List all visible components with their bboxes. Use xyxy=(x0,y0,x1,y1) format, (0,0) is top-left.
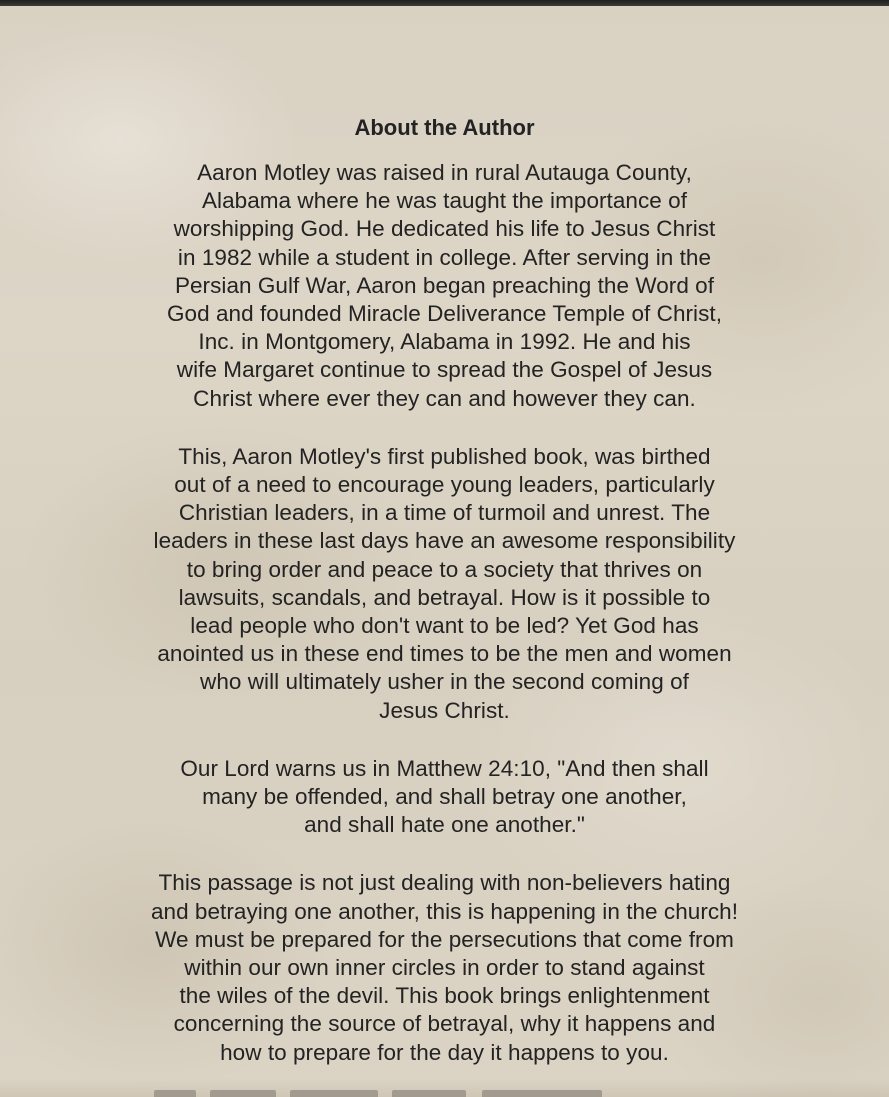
book-purpose-paragraph xyxy=(40,443,849,725)
text-line: lead people who don't want to be led? Yet God has xyxy=(190,613,699,639)
text-line: and shall hate one another." xyxy=(304,812,585,838)
text-line: Aaron Motley was raised in rural Autauga County, xyxy=(197,160,692,185)
text-line: Jesus Christ. xyxy=(379,697,510,723)
text-line: worshipping God. He dedicated his life to Jesus Christ xyxy=(173,216,716,242)
text-line: and betraying one another, this is happening in the church! xyxy=(150,898,739,924)
text-line: the wiles of the devil. This book brings enlightenment xyxy=(179,983,710,1009)
text-line: out of a need to encourage young leaders, particularly xyxy=(174,472,715,498)
text-line: many be offended, and shall betray one another, xyxy=(202,784,687,810)
text-line: who will ultimately usher in the second coming of xyxy=(200,669,689,695)
text-line: how to prepare for the day it happens to you. xyxy=(220,1039,669,1065)
text-line: in 1982 while a student in college. After serving in the xyxy=(177,244,712,270)
text-line: Persian Gulf War, Aaron began preaching the Word of xyxy=(174,272,715,298)
bio-paragraph xyxy=(40,159,849,413)
scripture-paragraph xyxy=(40,755,849,840)
text-line: lawsuits, scandals, and betrayal. How is it possible to xyxy=(178,584,711,610)
text-line: to bring order and peace to a society that thrives on xyxy=(186,556,703,582)
page-title: About the Author xyxy=(354,115,535,140)
text-line: wife Margaret continue to spread the Gospel of Jesus xyxy=(176,357,713,383)
text-line: anointed us in these end times to be the men and women xyxy=(157,641,732,667)
closing-paragraph xyxy=(40,869,849,1066)
bottom-shadow xyxy=(0,1079,889,1097)
top-edge xyxy=(0,0,889,6)
text-line: concerning the source of betrayal, why it happens and xyxy=(173,1011,716,1037)
text-line: within our own inner circles in order to stand against xyxy=(184,955,705,981)
about-author-content xyxy=(40,108,849,1097)
text-line: Our Lord warns us in Matthew 24:10, "And then shall xyxy=(180,755,709,781)
text-line: This passage is not just dealing with non-believers hating xyxy=(158,870,731,896)
text-line: God and founded Miracle Deliverance Temple of Christ, xyxy=(166,301,723,327)
text-line: Christian leaders, in a time of turmoil and unrest. The xyxy=(178,500,711,526)
text-line: This, Aaron Motley's first published book, was birthed xyxy=(178,443,711,469)
text-line: We must be prepared for the persecutions that come from xyxy=(155,926,734,952)
text-line: leaders in these last days have an awesome responsibility xyxy=(153,528,736,554)
text-line: Christ where ever they can and however they can. xyxy=(193,385,696,411)
text-line: Alabama where he was taught the importance of xyxy=(201,188,688,214)
text-line: Inc. in Montgomery, Alabama in 1992. He and his xyxy=(198,329,691,355)
